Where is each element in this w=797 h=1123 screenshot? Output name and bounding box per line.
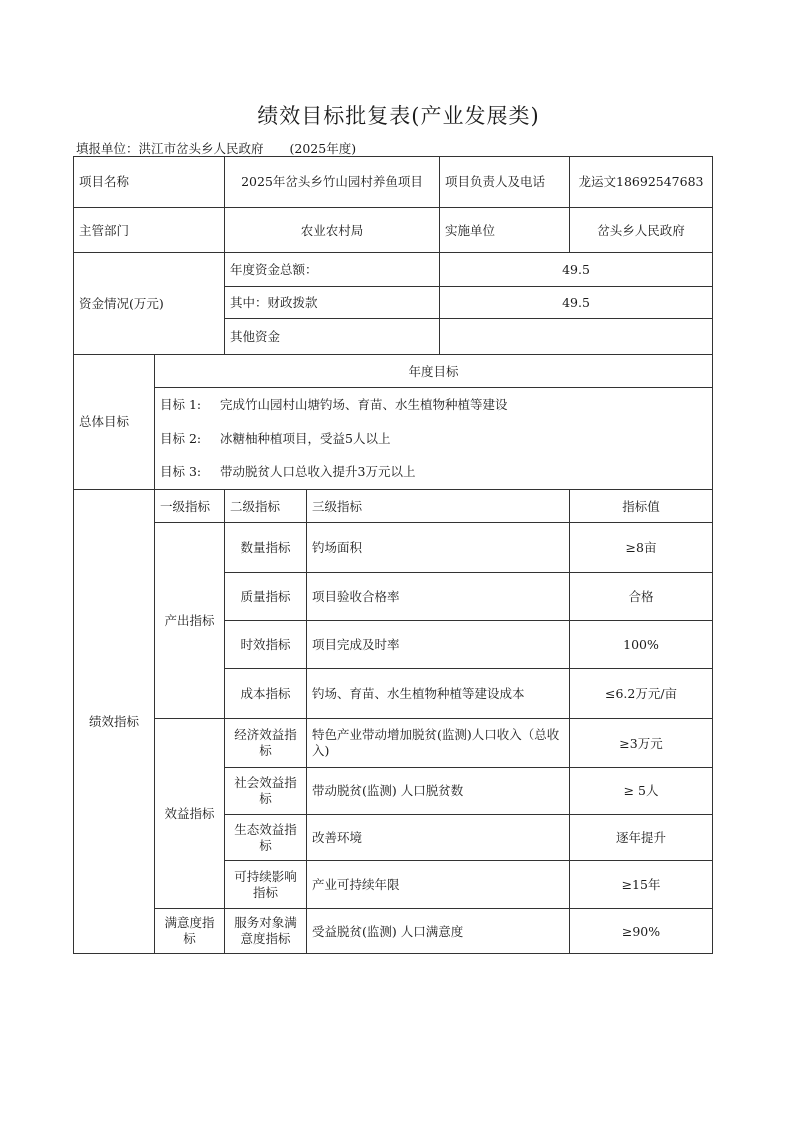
table-row: [74, 489, 713, 523]
project-name-label: 项目名称: [74, 157, 225, 208]
table-row: [74, 253, 713, 287]
satisfaction-label: 满意度指标: [155, 909, 225, 954]
goal-label: 目标 2:: [160, 430, 202, 446]
header-l2: 二级指标: [225, 489, 307, 523]
indicator-l3: 带动脱贫(监测) 人口脱贫数: [307, 768, 570, 815]
indicator-l2: 社会效益指标: [225, 768, 307, 815]
indicator-l3: 项目完成及时率: [307, 620, 570, 668]
table-row: [74, 421, 713, 455]
project-name: 2025年岔头乡竹山园村养鱼项目: [225, 157, 440, 208]
indicator-value: ≥3万元: [570, 719, 713, 768]
impl-label: 实施单位: [440, 207, 570, 253]
funds-other: [440, 319, 713, 355]
indicator-value: 逐年提升: [570, 814, 713, 861]
goal-item: [155, 455, 713, 490]
indicator-l3: 特色产业带动增加脱贫(监测)人口收入（总收入): [307, 719, 570, 768]
indicator-value: 合格: [570, 573, 713, 621]
indicator-l3: 项目验收合格率: [307, 573, 570, 621]
indicator-l2: 可持续影响指标: [225, 861, 307, 909]
table-row: [74, 455, 713, 490]
indicator-l2: 时效指标: [225, 620, 307, 668]
indicator-l2: 服务对象满意度指标: [225, 909, 307, 954]
table-row: [74, 719, 713, 768]
indicator-l2: 质量指标: [225, 573, 307, 621]
funds-label: 资金情况(万元): [74, 253, 225, 355]
table-row: [74, 354, 713, 388]
indicator-l3: 钓场、育苗、水生植物种植等建设成本: [307, 668, 570, 719]
page-title: 绩效目标批复表(产业发展类): [257, 104, 540, 128]
indicator-l2: 数量指标: [225, 523, 307, 573]
indicator-l3: 产业可持续年限: [307, 861, 570, 909]
indicator-l3: 钓场面积: [307, 523, 570, 573]
funds-total: 49.5: [440, 253, 713, 287]
indicator-value: 100%: [570, 620, 713, 668]
goals-label: 总体目标: [74, 354, 155, 489]
indicator-value: ≥ 5人: [570, 768, 713, 815]
performance-label: 绩效指标: [74, 489, 155, 953]
impl-value: 岔头乡人民政府: [570, 207, 713, 253]
funds-other-label: 其他资金: [225, 319, 440, 355]
dept-value: 农业农村局: [225, 207, 440, 253]
table-row: [74, 523, 713, 573]
project-owner-label: 项目负责人及电话: [440, 157, 570, 208]
report-unit-line: [76, 139, 356, 157]
goal-item: [155, 421, 713, 455]
indicator-value: ≥8亩: [570, 523, 713, 573]
indicator-l2: 生态效益指标: [225, 814, 307, 861]
table-row: [74, 388, 713, 422]
indicator-value: ≤6.2万元/亩: [570, 668, 713, 719]
report-year: (2025年度): [289, 141, 357, 156]
benefit-label: 效益指标: [155, 719, 225, 909]
funds-total-label: 年度资金总额：: [225, 253, 440, 287]
report-unit: 填报单位：洪江市岔头乡人民政府: [76, 141, 264, 156]
table-row: [74, 207, 713, 253]
table-row: [74, 909, 713, 954]
goal-text: 冰糖柚种植项目，受益5人以上: [220, 430, 391, 446]
funds-fiscal-label: 其中：财政拨款: [225, 286, 440, 318]
project-owner: 龙运文18692547683: [570, 157, 713, 208]
indicator-l3: 改善环境: [307, 814, 570, 861]
table-row: [74, 157, 713, 208]
goal-text: 完成竹山园村山塘钓场、育苗、水生植物种植等建设: [220, 397, 508, 413]
indicator-l3: 受益脱贫(监测) 人口满意度: [307, 909, 570, 954]
goal-text: 带动脱贫人口总收入提升3万元以上: [220, 464, 416, 480]
performance-target-table: [73, 156, 713, 954]
header-l3: 三级指标: [307, 489, 570, 523]
goal-label: 目标 1:: [160, 397, 202, 413]
goal-item: [155, 388, 713, 422]
output-label: 产出指标: [155, 523, 225, 719]
header-l1: 一级指标: [155, 489, 225, 523]
goals-header: 年度目标: [155, 354, 713, 388]
indicator-l2: 经济效益指标: [225, 719, 307, 768]
goal-label: 目标 3:: [160, 464, 202, 480]
indicator-value: ≥90%: [570, 909, 713, 954]
funds-fiscal: 49.5: [440, 286, 713, 318]
dept-label: 主管部门: [74, 207, 225, 253]
indicator-l2: 成本指标: [225, 668, 307, 719]
indicator-value: ≥15年: [570, 861, 713, 909]
header-value: 指标值: [570, 489, 713, 523]
